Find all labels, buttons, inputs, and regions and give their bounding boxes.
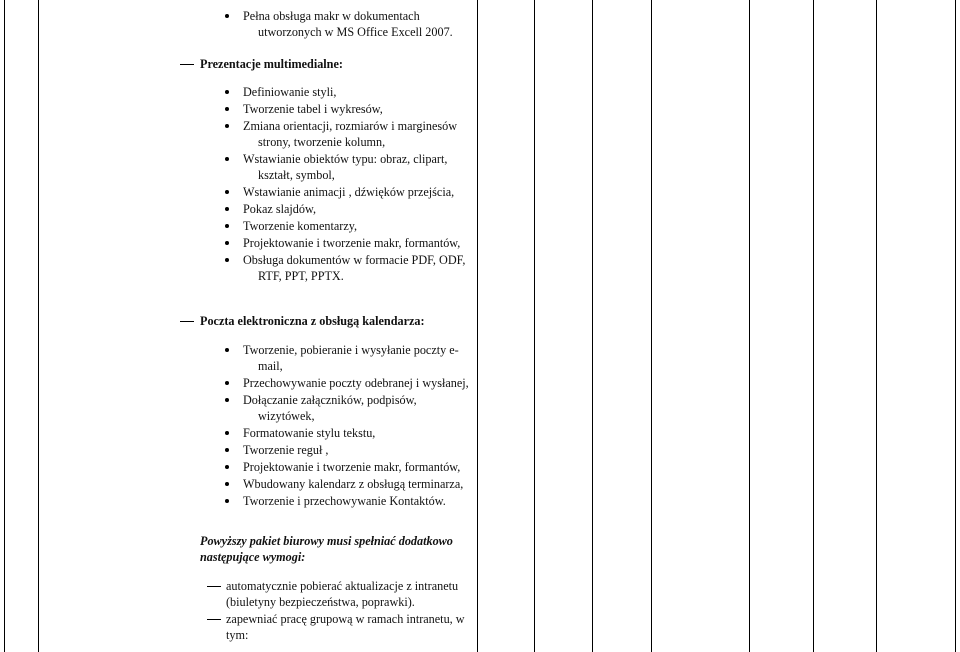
list-bullet — [225, 348, 229, 352]
list-bullet — [225, 190, 229, 194]
list-bullet — [225, 157, 229, 161]
list-bullet — [225, 107, 229, 111]
list-item: Obsługa dokumentów w formacie PDF, ODF, — [243, 253, 466, 267]
list-item-continuation: mail, — [258, 359, 283, 373]
list-item: Pokaz slajdów, — [243, 202, 316, 216]
list-item-continuation: wizytówek, — [258, 409, 315, 423]
list-bullet — [225, 398, 229, 402]
list-bullet — [225, 90, 229, 94]
list-item: Wstawianie animacji , dźwięków przejścia, — [243, 185, 455, 199]
section-heading-email: Poczta elektroniczna z obsługą kalendarza: — [200, 314, 425, 328]
list-item: Projektowanie i tworzenie makr, formantów, — [243, 460, 461, 474]
list-item: zapewniać pracę grupową w ramach intranetu, w — [226, 612, 465, 626]
list-item: Formatowanie stylu tekstu, — [243, 426, 376, 440]
list-item: Dołączanie załączników, podpisów, — [243, 393, 417, 407]
list-bullet — [225, 499, 229, 503]
list-bullet — [225, 431, 229, 435]
list-item: Wstawianie obiektów typu: obraz, clipart, — [243, 152, 448, 166]
table-border-col2 — [477, 0, 478, 652]
table-border-col1 — [38, 0, 39, 652]
list-bullet — [225, 224, 229, 228]
list-item: Przechowywanie poczty odebranej i wysłanej, — [243, 376, 469, 390]
list-bullet — [225, 124, 229, 128]
list-item: Definiowanie styli, — [243, 85, 337, 99]
list-item: Projektowanie i tworzenie makr, formantów, — [243, 236, 461, 250]
list-item: Wbudowany kalendarz z obsługą terminarza, — [243, 477, 464, 491]
list-item: Tworzenie, pobieranie i wysyłanie poczty e- — [243, 343, 459, 357]
list-item-line: utworzonych w MS Office Excell 2007. — [258, 25, 453, 39]
table-border-col6 — [749, 0, 750, 652]
list-dash — [207, 586, 221, 587]
list-bullet — [225, 482, 229, 486]
table-border-col4 — [592, 0, 593, 652]
list-item: automatycznie pobierać aktualizacje z intranetu — [226, 579, 459, 593]
table-border-right — [955, 0, 956, 652]
list-item: Tworzenie tabel i wykresów, — [243, 102, 383, 116]
list-bullet — [225, 14, 229, 18]
list-bullet — [225, 381, 229, 385]
list-item-line: Pełna obsługa makr w dokumentach — [243, 9, 420, 23]
table-border-col5 — [651, 0, 652, 652]
list-bullet — [225, 465, 229, 469]
table-border-col8 — [876, 0, 877, 652]
list-item-continuation: RTF, PPT, PPTX. — [258, 269, 344, 283]
list-bullet — [225, 448, 229, 452]
requirements-heading: następujące wymogi: — [200, 550, 306, 564]
list-dash — [207, 619, 221, 620]
list-item-continuation: strony, tworzenie kolumn, — [258, 135, 386, 149]
section-dash — [180, 64, 194, 65]
table-border-col3 — [534, 0, 535, 652]
section-dash — [180, 321, 194, 322]
table-border-left — [4, 0, 5, 652]
section-heading-presentations: Prezentacje multimedialne: — [200, 57, 343, 71]
requirements-heading: Powyższy pakiet biurowy musi spełniać dodatkowo — [200, 534, 453, 548]
list-bullet — [225, 258, 229, 262]
table-border-col7 — [813, 0, 814, 652]
list-item: Tworzenie i przechowywanie Kontaktów. — [243, 494, 446, 508]
list-item-continuation: kształt, symbol, — [258, 168, 335, 182]
list-item-continuation: (biuletyny bezpieczeństwa, poprawki). — [226, 595, 415, 609]
list-item: Tworzenie komentarzy, — [243, 219, 358, 233]
list-bullet — [225, 207, 229, 211]
list-item: Zmiana orientacji, rozmiarów i marginesów — [243, 119, 458, 133]
list-item: Tworzenie reguł , — [243, 443, 329, 457]
list-item-continuation: tym: — [226, 628, 249, 642]
list-bullet — [225, 241, 229, 245]
